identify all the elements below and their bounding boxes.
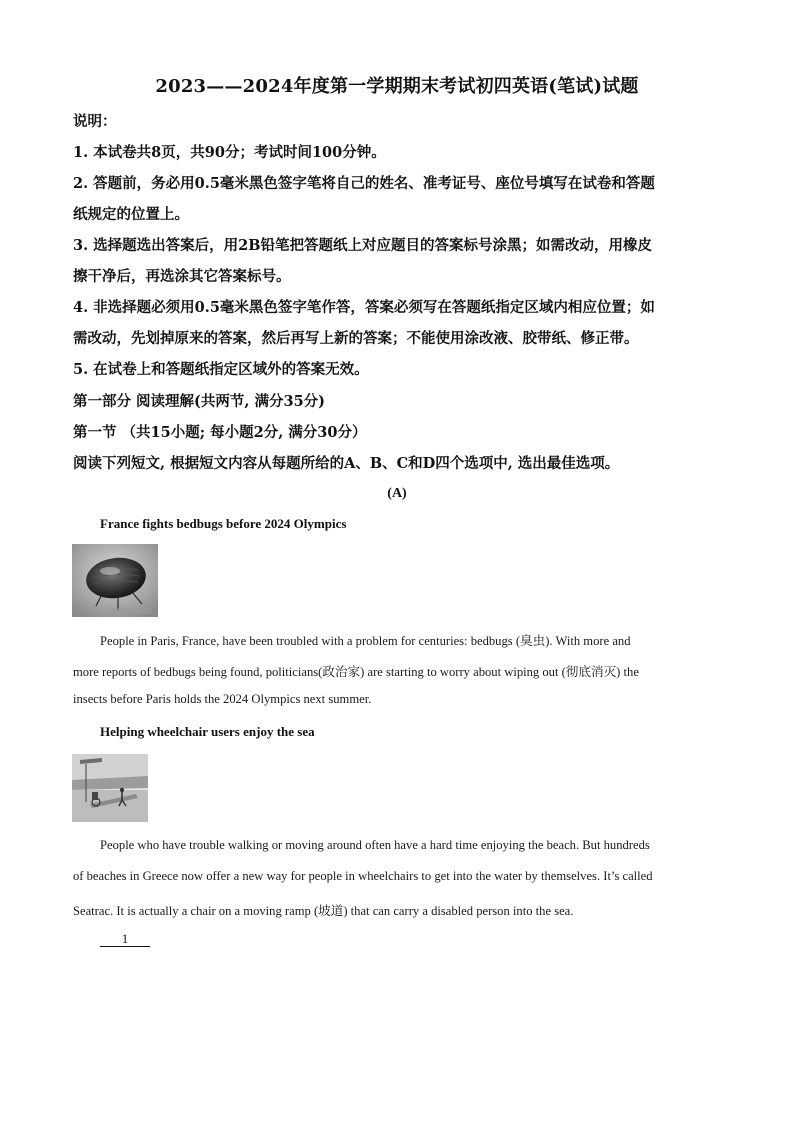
beach-wheelchair-photo [72,754,148,822]
instruction-line: 需改动，先划掉原来的答案，然后再写上新的答案；不能使用涂改液、胶带纸、修正带。 [73,330,639,347]
part-heading: 第一部分 阅读理解(共两节, 满分35分) [73,393,326,410]
article-text: more reports of bedbugs being found, politicians(政治家) are starting to worry about wiping out (彻底消灭) the [73,665,639,679]
instruction-line: 3. 选择题选出答案后，用2B铅笔把答题纸上对应题目的答案标号涂黑；如需改动，用橡皮 [73,237,653,254]
directions-text: 阅读下列短文, 根据短文内容从每题所给的A、B、C和D四个选项中, 选出最佳选项。 [73,455,620,472]
instruction-line: 擦干净后，再选涂其它答案标号。 [73,268,291,285]
instruction-line: 纸规定的位置上。 [73,206,189,223]
answer-blank[interactable]: 1 [100,932,150,947]
article-text: People in Paris, France, have been troubled with a problem for centuries: bedbugs (臭虫). With more and [100,634,631,648]
instructions-label: 说明： [73,113,117,130]
instruction-line: 4. 非选择题必须用0.5毫米黑色签字笔作答，答案必须写在答题纸指定区域内相应位置；如 [73,299,655,316]
article-text: insects before Paris holds the 2024 Olympics next summer. [73,692,372,706]
article-heading: Helping wheelchair users enjoy the sea [100,724,315,739]
instruction-line: 5. 在试卷上和答题纸指定区域外的答案无效。 [73,361,369,378]
instruction-line: 1. 本试卷共8页，共90分；考试时间100分钟。 [73,144,386,161]
article-text: Seatrac. It is actually a chair on a moving ramp (坡道) that can carry a disabled person into the sea. [73,904,574,918]
article-heading: France fights bedbugs before 2024 Olympics [100,516,347,531]
article-text: of beaches in Greece now offer a new way for people in wheelchairs to get into the water by themselves. It’s called [73,869,653,883]
article-text: People who have trouble walking or moving around often have a hard time enjoying the beach. But hundreds [100,838,650,852]
page-title: 2023——2024年度第一学期期末考试初四英语(笔试)试题 [155,76,639,97]
passage-label: (A) [387,486,407,501]
section-heading: 第一节 （共15小题; 每小题2分, 满分30分） [73,424,367,441]
instruction-line: 2. 答题前，务必用0.5毫米黑色签字笔将自己的姓名、准考证号、座位号填写在试卷和答题 [73,175,655,192]
bedbug-photo [72,544,158,617]
